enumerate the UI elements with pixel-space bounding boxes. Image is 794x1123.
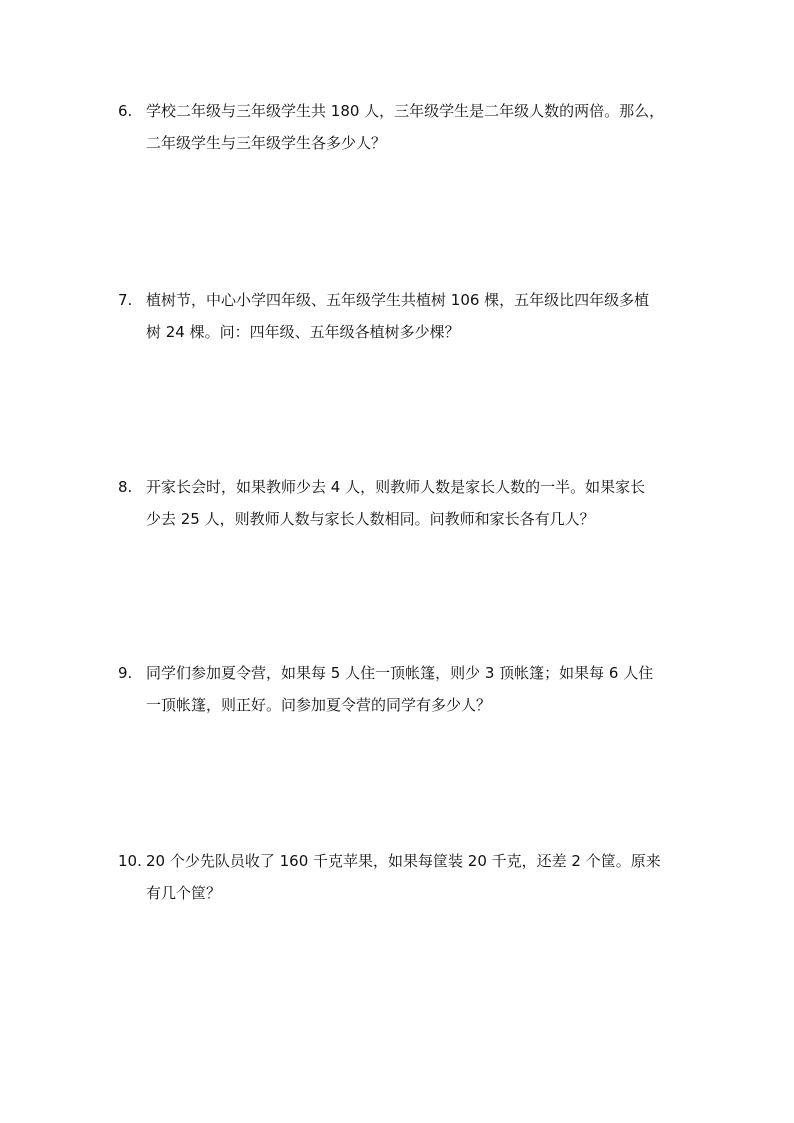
problem-text: 植树节，中心小学四年级、五年级学生共植树 106 棵，五年级比四年级多植 — [146, 291, 650, 309]
problem-line-2: 有几个筐？ — [146, 884, 222, 902]
problem-6 — [118, 95, 688, 159]
problem-line-1 — [118, 657, 688, 689]
problem-text: 20 个少先队员收了 160 千克苹果，如果每筐装 20 千克，还差 2 个筐。原来 — [146, 852, 661, 870]
problem-number: 9. — [118, 664, 133, 682]
problem-number: 10. — [118, 852, 142, 870]
problem-text: 同学们参加夏令营，如果每 5 人住一顶帐篷，则少 3 顶帐篷；如果每 6 人住 — [146, 664, 654, 682]
problem-9 — [118, 657, 688, 721]
problem-text: 开家长会时，如果教师少去 4 人，则教师人数是家长人数的一半。如果家长 — [146, 478, 646, 496]
problem-number: 6. — [118, 102, 133, 120]
problem-7 — [118, 284, 688, 348]
problem-line-2: 少去 25 人，则教师人数与家长人数相同。问教师和家长各有几人？ — [146, 510, 595, 528]
problem-8 — [118, 471, 688, 535]
problem-number: 8. — [118, 478, 133, 496]
problem-line-2: 一顶帐篷，则正好。问参加夏令营的同学有多少人？ — [146, 696, 492, 714]
problem-line-1 — [118, 95, 688, 127]
problem-line-1 — [118, 284, 688, 316]
problem-line-2: 二年级学生与三年级学生各多少人？ — [146, 134, 387, 152]
problem-10 — [118, 845, 688, 909]
problem-number: 7. — [118, 291, 133, 309]
problem-text: 学校二年级与三年级学生共 180 人，三年级学生是二年级人数的两倍。那么， — [146, 102, 665, 120]
problem-line-1 — [118, 471, 688, 503]
problem-line-1 — [118, 845, 688, 877]
problem-line-2: 树 24 棵。问：四年级、五年级各植树多少棵？ — [146, 323, 460, 341]
